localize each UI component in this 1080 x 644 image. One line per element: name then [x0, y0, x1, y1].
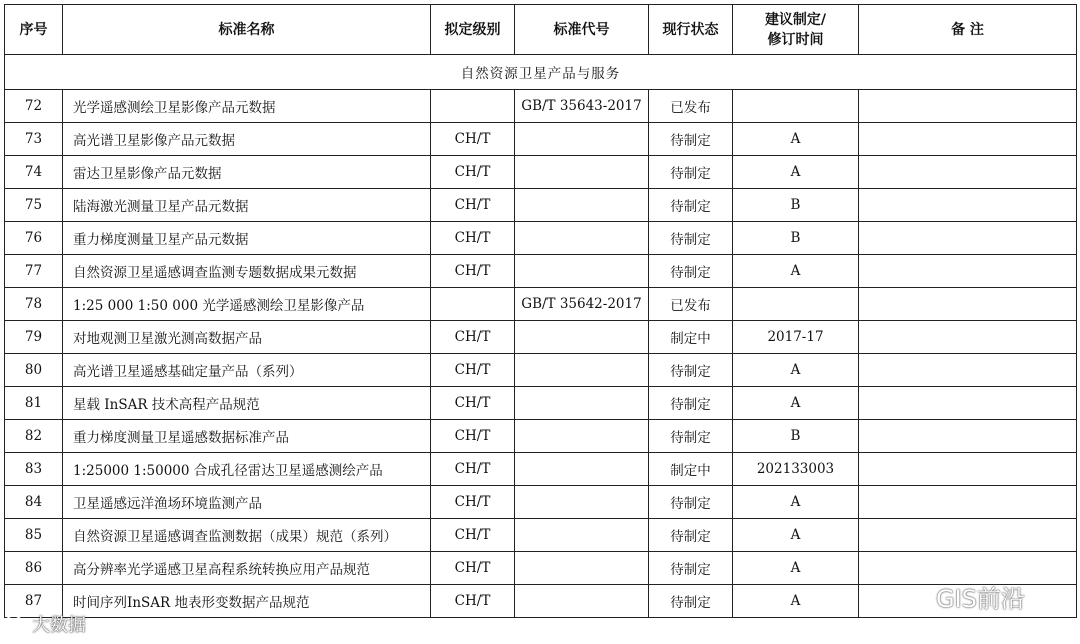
cell-level: CH/T: [431, 552, 515, 585]
cell-time: A: [733, 156, 859, 189]
cell-level: CH/T: [431, 321, 515, 354]
cell-time: 202133003: [733, 453, 859, 486]
cell-code: [515, 453, 649, 486]
cell-no: 80: [5, 354, 63, 387]
table-row: [5, 123, 1077, 156]
cell-status: 待制定: [649, 189, 733, 222]
cell-time: A: [733, 255, 859, 288]
cell-status: 待制定: [649, 420, 733, 453]
cell-code: [515, 123, 649, 156]
header-level: 拟定级别: [431, 5, 515, 55]
cell-note: [859, 387, 1077, 420]
cell-name: 光学遥感测绘卫星影像产品元数据: [63, 90, 431, 123]
cell-time: B: [733, 222, 859, 255]
table-row: [5, 321, 1077, 354]
table-row: [5, 519, 1077, 552]
cell-status: 待制定: [649, 222, 733, 255]
table-row: [5, 552, 1077, 585]
cell-status: 待制定: [649, 123, 733, 156]
cell-no: 75: [5, 189, 63, 222]
cell-note: [859, 552, 1077, 585]
cell-status: 待制定: [649, 387, 733, 420]
cell-level: CH/T: [431, 255, 515, 288]
cell-no: 72: [5, 90, 63, 123]
cell-time: [733, 288, 859, 321]
cell-status: 待制定: [649, 585, 733, 618]
cell-note: [859, 486, 1077, 519]
cell-code: [515, 189, 649, 222]
cell-level: CH/T: [431, 420, 515, 453]
cell-note: [859, 420, 1077, 453]
cell-time: A: [733, 123, 859, 156]
cell-name: 1:25000 1:50000 合成孔径雷达卫星遥感测绘产品: [63, 453, 431, 486]
cell-status: 制定中: [649, 453, 733, 486]
table-row: [5, 222, 1077, 255]
cell-level: CH/T: [431, 519, 515, 552]
cell-name: 自然资源卫星遥感调查监测专题数据成果元数据: [63, 255, 431, 288]
cell-code: [515, 420, 649, 453]
header-note: 备 注: [859, 5, 1077, 55]
cell-no: 74: [5, 156, 63, 189]
cell-no: 81: [5, 387, 63, 420]
cell-level: CH/T: [431, 387, 515, 420]
table-row: [5, 486, 1077, 519]
cell-code: [515, 321, 649, 354]
cell-name: 重力梯度测量卫星产品元数据: [63, 222, 431, 255]
cell-name: 陆海激光测量卫星产品元数据: [63, 189, 431, 222]
table-row: [5, 354, 1077, 387]
cell-name: 自然资源卫星遥感调查监测数据（成果）规范（系列）: [63, 519, 431, 552]
cell-no: 76: [5, 222, 63, 255]
header-name: 标准名称: [63, 5, 431, 55]
cell-no: 79: [5, 321, 63, 354]
header-time: [733, 5, 859, 55]
table-row: [5, 288, 1077, 321]
cell-code: [515, 222, 649, 255]
cell-level: [431, 288, 515, 321]
cell-note: [859, 156, 1077, 189]
table-row: [5, 387, 1077, 420]
cell-time: A: [733, 387, 859, 420]
cell-level: CH/T: [431, 453, 515, 486]
header-row: [5, 5, 1077, 55]
cell-name: 高光谱卫星影像产品元数据: [63, 123, 431, 156]
cell-time: A: [733, 585, 859, 618]
watermark-gis-text: GIS前沿: [936, 584, 1025, 613]
cell-code: [515, 156, 649, 189]
header-no: 序号: [5, 5, 63, 55]
cell-time: B: [733, 420, 859, 453]
cell-time: [733, 90, 859, 123]
cell-name: 高分辨率光学遥感卫星高程系统转换应用产品规范: [63, 552, 431, 585]
cell-status: 制定中: [649, 321, 733, 354]
cell-level: [431, 90, 515, 123]
cell-level: CH/T: [431, 222, 515, 255]
section-title: 自然资源卫星产品与服务: [5, 55, 1077, 90]
cell-note: [859, 288, 1077, 321]
cell-no: 87: [5, 585, 63, 618]
cell-note: [859, 222, 1077, 255]
cell-code: [515, 255, 649, 288]
cell-level: CH/T: [431, 354, 515, 387]
cell-note: [859, 255, 1077, 288]
cell-code: GB/T 35643-2017: [515, 90, 649, 123]
cell-code: [515, 486, 649, 519]
cell-time: B: [733, 189, 859, 222]
cell-status: 待制定: [649, 354, 733, 387]
table-row: [5, 189, 1077, 222]
cell-code: [515, 354, 649, 387]
cell-name: 星载 InSAR 技术高程产品规范: [63, 387, 431, 420]
cell-status: 待制定: [649, 486, 733, 519]
cell-no: 82: [5, 420, 63, 453]
header-status: 现行状态: [649, 5, 733, 55]
cell-name: 重力梯度测量卫星遥感数据标准产品: [63, 420, 431, 453]
cell-note: [859, 189, 1077, 222]
cell-no: 86: [5, 552, 63, 585]
cell-no: 73: [5, 123, 63, 156]
cell-level: CH/T: [431, 156, 515, 189]
cell-note: [859, 123, 1077, 156]
cell-no: 83: [5, 453, 63, 486]
cell-no: 85: [5, 519, 63, 552]
cell-name: 雷达卫星影像产品元数据: [63, 156, 431, 189]
cell-time: A: [733, 486, 859, 519]
cell-code: [515, 519, 649, 552]
table-row: [5, 255, 1077, 288]
cell-status: 待制定: [649, 156, 733, 189]
cell-time: A: [733, 552, 859, 585]
cell-status: 待制定: [649, 255, 733, 288]
table-row: [5, 453, 1077, 486]
cell-note: [859, 453, 1077, 486]
cell-time: A: [733, 519, 859, 552]
cell-status: 已发布: [649, 288, 733, 321]
table-row: [5, 585, 1077, 618]
cell-note: [859, 354, 1077, 387]
header-code: 标准代号: [515, 5, 649, 55]
cell-code: [515, 585, 649, 618]
table-row: [5, 156, 1077, 189]
table-row: [5, 90, 1077, 123]
cell-code: [515, 387, 649, 420]
cell-name: 高光谱卫星遥感基础定量产品（系列）: [63, 354, 431, 387]
header-time-line1: 建议制定/: [764, 11, 827, 28]
section-row: [5, 55, 1077, 90]
cell-name: 卫星遥感远洋渔场环境监测产品: [63, 486, 431, 519]
cell-code: GB/T 35642-2017: [515, 288, 649, 321]
cell-status: 已发布: [649, 90, 733, 123]
cell-level: CH/T: [431, 585, 515, 618]
header-time-line2: 修订时间: [767, 31, 824, 48]
cell-no: 77: [5, 255, 63, 288]
cell-no: 78: [5, 288, 63, 321]
cell-level: CH/T: [431, 123, 515, 156]
cell-note: [859, 519, 1077, 552]
cell-note: [859, 90, 1077, 123]
watermark-bigdata-text: 大数据: [32, 615, 86, 636]
cell-status: 待制定: [649, 519, 733, 552]
cell-no: 84: [5, 486, 63, 519]
cell-name: 对地观测卫星激光测高数据产品: [63, 321, 431, 354]
cell-name: 1:25 000 1:50 000 光学遥感测绘卫星影像产品: [63, 288, 431, 321]
cell-note: [859, 321, 1077, 354]
table-row: [5, 420, 1077, 453]
cell-status: 待制定: [649, 552, 733, 585]
cell-time: A: [733, 354, 859, 387]
cell-code: [515, 552, 649, 585]
standards-table: [4, 4, 1077, 618]
cell-time: 2017-17: [733, 321, 859, 354]
cell-name: 时间序列InSAR 地表形变数据产品规范: [63, 585, 431, 618]
cell-level: CH/T: [431, 189, 515, 222]
cell-level: CH/T: [431, 486, 515, 519]
cell-note: [859, 585, 1077, 618]
